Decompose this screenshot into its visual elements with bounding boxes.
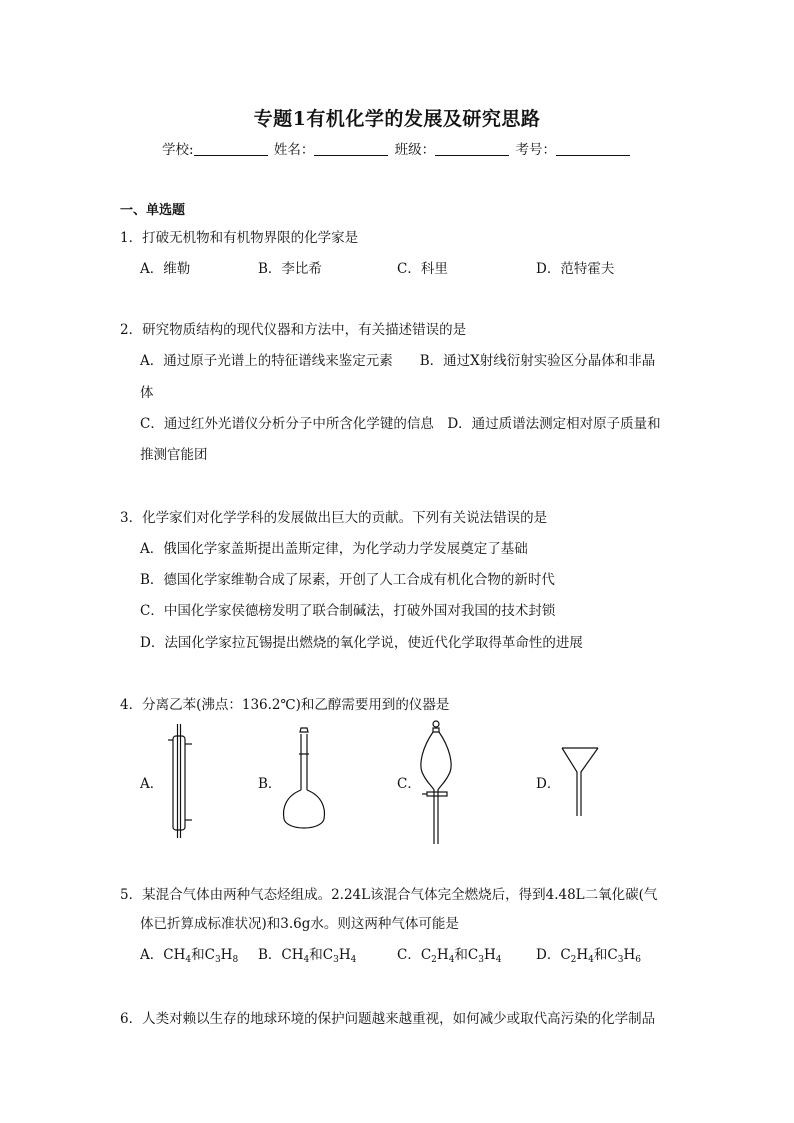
student-info-line <box>0 138 794 158</box>
q2-stem: 2．研究物质结构的现代仪器和方法中，有关描述错误的是 <box>120 322 467 338</box>
q5-option-c[interactable]: C．$C_2H_4$和$C_3H_4$ <box>397 947 502 965</box>
q3-option-d[interactable]: D．法国化学家拉瓦锡提出燃烧的氧化学说，使近代化学取得革命性的进展 <box>140 635 583 651</box>
exam-no-label: 考号： <box>515 142 556 158</box>
q1-option-c[interactable]: C．科里 <box>397 261 448 277</box>
funnel-icon <box>560 746 600 818</box>
q5-option-d[interactable]: D．$C_2H_4$和$C_3H_6$ <box>536 947 641 965</box>
name-label: 姓名： <box>273 142 315 158</box>
q1-option-b[interactable]: B．李比希 <box>258 261 322 277</box>
q3-option-c[interactable]: C．中国化学家侯德榜发明了联合制碱法，打破外国对我国的技术封锁 <box>140 603 556 619</box>
q5-option-a[interactable]: A．$CH_4$和$C_3H_8$ <box>140 947 239 965</box>
q5-option-b[interactable]: B．$CH_4$和$C_3H_4$ <box>258 947 357 965</box>
q6-stem: 6．人类对赖以生存的地球环境的保护问题越来越重视，如何减少或取代高污染的化学制品 <box>120 1011 656 1027</box>
q4-option-d[interactable]: D． <box>536 776 561 792</box>
q4-stem: 4．分离乙苯(沸点：136.2℃)和乙醇需要用到的仪器是 <box>120 697 450 713</box>
section-heading: 一、单选题 <box>120 203 186 218</box>
q1-option-d[interactable]: D．范特霍夫 <box>536 261 615 277</box>
q5-stem-line2: 体已折算成标准状况)和3.6g水。则这两种气体可能是 <box>140 916 459 932</box>
condenser-icon <box>165 722 195 840</box>
q5-stem-line1: 5．某混合气体由两种气态烃组成。2.24L该混合气体完全燃烧后，得到4.48L二氧化碳(气 <box>120 887 658 903</box>
name-blank[interactable] <box>314 142 388 156</box>
q4-option-c[interactable]: C． <box>397 776 421 792</box>
school-blank[interactable] <box>194 142 268 156</box>
exam-no-blank[interactable] <box>556 142 630 156</box>
q3-option-b[interactable]: B．德国化学家维勒合成了尿素，开创了人工合成有机化合物的新时代 <box>140 572 555 588</box>
q2-options-cd-line1[interactable]: C．通过红外光谱仪分析分子中所含化学键的信息 D．通过质谱法测定相对原子质量和 <box>140 416 661 432</box>
q3-option-a[interactable]: A．俄国化学家盖斯提出盖斯定律，为化学动力学发展奠定了基础 <box>140 541 528 557</box>
class-label: 班级： <box>394 142 436 158</box>
q2-options-cd-line2: 推测官能团 <box>140 447 208 463</box>
page-title: 专题1有机化学的发展及研究思路 <box>253 108 541 130</box>
q2-options-ab-line1[interactable]: A．通过原子光谱上的特征谱线来鉴定元素 B．通过X射线衍射实验区分晶体和非晶 <box>140 353 656 369</box>
q2-options-ab-line2: 体 <box>140 385 154 401</box>
q1-stem: 1．打破无机物和有机物界限的化学家是 <box>120 230 359 246</box>
q4-option-b[interactable]: B． <box>258 776 282 792</box>
school-label: 学校: <box>162 142 194 158</box>
q3-stem: 3．化学家们对化学学科的发展做出巨大的贡献。下列有关说法错误的是 <box>120 510 548 526</box>
class-blank[interactable] <box>435 142 509 156</box>
separatory-funnel-icon <box>416 720 456 844</box>
volumetric-flask-icon <box>280 726 328 838</box>
q4-option-a[interactable]: A． <box>140 776 164 792</box>
q1-option-a[interactable]: A．维勒 <box>140 261 191 277</box>
